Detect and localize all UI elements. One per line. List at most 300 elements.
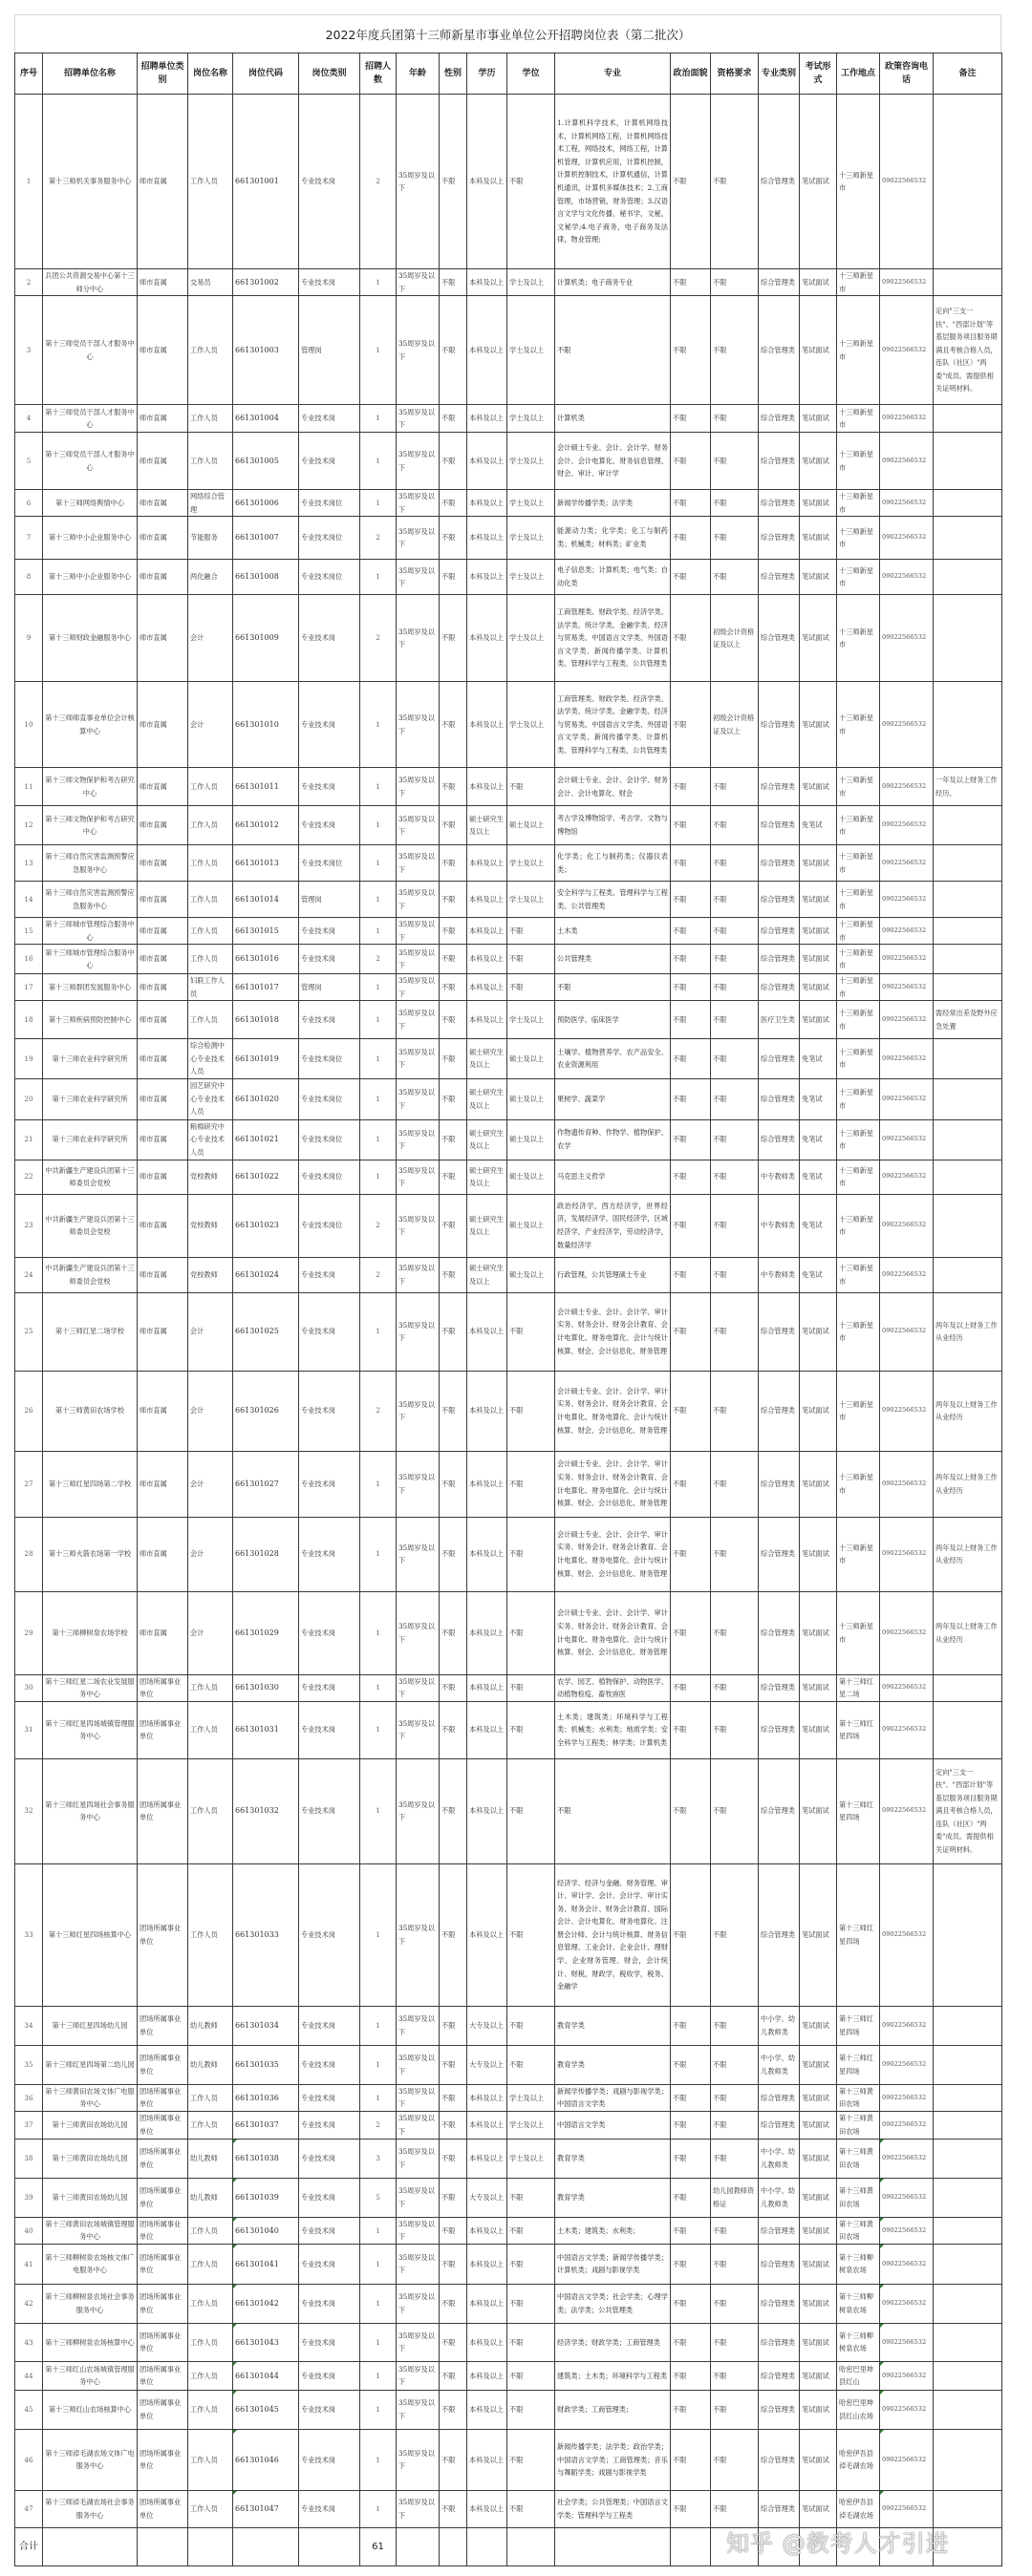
cell-unit-type: 师市直属 [138, 945, 188, 974]
cell-unit-name: 第十三师柳树泉农场核算中心 [43, 2323, 138, 2361]
cell-education: 硕士研究生及以上 [467, 1039, 507, 1079]
cell-major-category: 综合管理类 [759, 433, 800, 490]
table-row [15, 1160, 1002, 1194]
cell-gender: 不限 [440, 1674, 467, 1701]
cell-position-name: 工作人员 [188, 768, 233, 806]
cell-work-location: 十三师新星市 [837, 974, 880, 1001]
cell-gender: 不限 [440, 2244, 467, 2284]
cell-headcount: 1 [360, 2084, 397, 2111]
cell-position-code: 661301034 [233, 2006, 299, 2045]
cell-gender: 不限 [440, 405, 467, 433]
cell-age: 35周岁及以下 [397, 1078, 440, 1119]
cell-major-category: 综合管理类 [759, 2084, 800, 2111]
cell-gender: 不限 [440, 2429, 467, 2490]
cell-exam-format: 免笔试 [800, 1194, 837, 1257]
cell-exam-format: 免笔试 [800, 1119, 837, 1160]
cell-major: 教育学类 [555, 2045, 671, 2084]
cell-major: 作物遗传育种、作物学、植物保护、农学 [555, 1119, 671, 1160]
cell-major-category: 中小学、幼儿教师类 [759, 2139, 800, 2178]
recruitment-sheet [14, 14, 1001, 2566]
cell-unit-name: 第十三师黄田农场学校 [43, 1371, 138, 1451]
cell-work-location: 十三师新星市 [837, 1119, 880, 1160]
cell-unit-name: 第十三师自然灾害监测预警应急服务中心 [43, 845, 138, 882]
cell-position-code: 661301019 [233, 1039, 299, 1079]
cell-education: 硕士研究生及以上 [467, 1194, 507, 1257]
cell-political-status: 不限 [671, 1863, 711, 2006]
cell-degree: 不限 [507, 945, 555, 974]
cell-work-location: 第十三师黄田农场 [837, 2139, 880, 2178]
cell-political-status: 不限 [671, 1194, 711, 1257]
cell-major-category: 综合管理类 [759, 882, 800, 918]
cell-work-location: 十三师新星市 [837, 1160, 880, 1194]
header-unit-type: 招聘单位类别 [138, 53, 188, 95]
cell-gender: 不限 [440, 2045, 467, 2084]
cell-qualification: 不限 [711, 1701, 759, 1758]
table-row [15, 95, 1002, 269]
cell-unit-type: 师市直属 [138, 1160, 188, 1194]
cell-position-type: 管理岗 [299, 296, 360, 405]
cell-qualification: 不限 [711, 1001, 759, 1039]
cell-phone: 09022566532 [880, 517, 934, 560]
cell-gender: 不限 [440, 95, 467, 269]
cell-age: 35周岁及以下 [397, 1001, 440, 1039]
cell-exam-format: 笔试面试 [800, 918, 837, 945]
cell-unit-name: 第十三师柳树泉农场核文体广电服务中心 [43, 2244, 138, 2284]
cell-headcount: 3 [360, 2139, 397, 2178]
cell-unit-type: 师市直属 [138, 918, 188, 945]
cell-qualification: 不限 [711, 2490, 759, 2527]
cell-education: 本科及以上 [467, 1292, 507, 1371]
cell-seq: 14 [15, 882, 43, 918]
cell-exam-format: 免笔试 [800, 1160, 837, 1194]
cell-phone: 09022566532 [880, 2429, 934, 2490]
cell-position-type: 专业技术岗 [299, 405, 360, 433]
table-row [15, 269, 1002, 296]
cell-phone: 09022566532 [880, 1371, 934, 1451]
cell-position-type: 专业技术岗 [299, 1001, 360, 1039]
cell-position-code: 661301039 [233, 2178, 299, 2217]
cell-position-name: 网络综合管理 [188, 490, 233, 517]
cell-headcount: 1 [360, 2217, 397, 2244]
cell-education: 本科及以上 [467, 2323, 507, 2361]
empty-cell [711, 2527, 759, 2565]
table-row [15, 2429, 1002, 2490]
cell-degree: 学士及以上 [507, 595, 555, 682]
cell-remarks [934, 405, 1002, 433]
cell-exam-format: 免笔试 [800, 1078, 837, 1119]
cell-seq: 27 [15, 1451, 43, 1517]
cell-qualification: 不限 [711, 2244, 759, 2284]
cell-remarks [934, 560, 1002, 595]
cell-qualification: 不限 [711, 2323, 759, 2361]
cell-degree: 不限 [507, 2244, 555, 2284]
cell-phone: 09022566532 [880, 2084, 934, 2111]
cell-remarks: 两年及以上财务工作从业经历 [934, 1451, 1002, 1517]
cell-work-location: 第十三师黄田农场 [837, 2178, 880, 2217]
cell-work-location: 哈密伊吾县淖毛湖农场 [837, 2490, 880, 2527]
cell-unit-name: 第十三师红星四场第二幼儿园 [43, 2045, 138, 2084]
cell-degree: 不限 [507, 1451, 555, 1517]
cell-position-code: 661301017 [233, 974, 299, 1001]
cell-position-type: 专业技术岗 [299, 1863, 360, 2006]
cell-education: 硕士研究生及以上 [467, 1078, 507, 1119]
cell-position-name: 综合检测中心专业技术人员 [188, 1039, 233, 1079]
cell-position-name: 妇联工作人员 [188, 974, 233, 1001]
cell-position-type: 专业技术岗 [299, 2244, 360, 2284]
cell-political-status: 不限 [671, 1160, 711, 1194]
cell-headcount: 1 [360, 1674, 397, 1701]
cell-major: 不限 [555, 1758, 671, 1863]
cell-remarks [934, 2390, 1002, 2429]
empty-cell [188, 2527, 233, 2565]
cell-phone: 09022566532 [880, 882, 934, 918]
cell-position-type: 专业技术岗 [299, 2390, 360, 2429]
cell-position-name: 园艺研究中心专业技术人员 [188, 1078, 233, 1119]
cell-qualification: 不限 [711, 2390, 759, 2429]
empty-cell [507, 2527, 555, 2565]
cell-gender: 不限 [440, 2084, 467, 2111]
cell-education: 本科及以上 [467, 1451, 507, 1517]
cell-unit-type: 师市直属 [138, 95, 188, 269]
cell-phone: 09022566532 [880, 1758, 934, 1863]
cell-gender: 不限 [440, 1001, 467, 1039]
cell-seq: 7 [15, 517, 43, 560]
cell-degree: 硕士及以上 [507, 1257, 555, 1292]
cell-position-name: 工作人员 [188, 1758, 233, 1863]
table-row [15, 806, 1002, 845]
cell-degree: 不限 [507, 1517, 555, 1591]
cell-work-location: 十三师新星市 [837, 1371, 880, 1451]
cell-major-category: 综合管理类 [759, 768, 800, 806]
cell-position-code: 661301023 [233, 1194, 299, 1257]
cell-phone: 09022566532 [880, 2045, 934, 2084]
cell-age: 35周岁及以下 [397, 2006, 440, 2045]
cell-remarks: 两年及以上财务工作从业经历 [934, 1292, 1002, 1371]
cell-education: 硕士研究生及以上 [467, 806, 507, 845]
cell-unit-name: 第十三师自然灾害监测预警应急服务中心 [43, 882, 138, 918]
header-major-category: 专业类别 [759, 53, 800, 95]
cell-seq: 30 [15, 1674, 43, 1701]
cell-degree: 硕士及以上 [507, 1078, 555, 1119]
cell-major: 中国语言文学类 [555, 2111, 671, 2139]
header-unit-name: 招聘单位名称 [43, 53, 138, 95]
cell-gender: 不限 [440, 1758, 467, 1863]
cell-major-category: 综合管理类 [759, 682, 800, 768]
cell-position-name: 会计 [188, 1451, 233, 1517]
total-row [15, 2527, 1002, 2565]
cell-unit-name: 第十三师群团发展服务中心 [43, 974, 138, 1001]
cell-gender: 不限 [440, 1591, 467, 1674]
cell-exam-format: 笔试面试 [800, 2111, 837, 2139]
cell-position-name: 会计 [188, 1292, 233, 1371]
cell-exam-format: 笔试面试 [800, 1591, 837, 1674]
cell-degree: 硕士及以上 [507, 1039, 555, 1079]
watermark: 知乎 @教考人才引进 [726, 2530, 950, 2557]
cell-major-category: 中专教师类 [759, 1194, 800, 1257]
cell-headcount: 1 [360, 1517, 397, 1591]
cell-headcount: 1 [360, 2361, 397, 2390]
cell-unit-type: 团场所属事业单位 [138, 1674, 188, 1701]
cell-major-category: 综合管理类 [759, 1371, 800, 1451]
cell-position-code: 661301038 [233, 2139, 299, 2178]
cell-remarks: 需经常出差及野外应急处置 [934, 1001, 1002, 1039]
table-row [15, 2244, 1002, 2284]
cell-major: 不限 [555, 296, 671, 405]
cell-position-name: 工作人员 [188, 945, 233, 974]
cell-work-location: 十三师新星市 [837, 1039, 880, 1079]
cell-political-status: 不限 [671, 1758, 711, 1863]
cell-exam-format: 笔试面试 [800, 2429, 837, 2490]
cell-exam-format: 笔试面试 [800, 974, 837, 1001]
cell-unit-name: 第十三师党员干部人才服务中心 [43, 433, 138, 490]
cell-unit-type: 团场所属事业单位 [138, 2323, 188, 2361]
cell-age: 35周岁及以下 [397, 2361, 440, 2390]
cell-major-category: 综合管理类 [759, 945, 800, 974]
cell-position-type: 管理岗 [299, 974, 360, 1001]
cell-exam-format: 笔试面试 [800, 269, 837, 296]
cell-major-category: 中专教师类 [759, 1257, 800, 1292]
table-row [15, 490, 1002, 517]
cell-work-location: 第十三师黄田农场 [837, 2084, 880, 2111]
cell-major: 考古学及博物馆学、考古学、文物与博物馆 [555, 806, 671, 845]
cell-unit-type: 团场所属事业单位 [138, 2217, 188, 2244]
cell-age: 35周岁及以下 [397, 1257, 440, 1292]
header-remarks: 备注 [934, 53, 1002, 95]
empty-cell [397, 2527, 440, 2565]
cell-degree: 不限 [507, 1758, 555, 1863]
cell-exam-format: 笔试面试 [800, 1451, 837, 1517]
cell-position-code: 661301021 [233, 1119, 299, 1160]
cell-position-type: 专业技术岗 [299, 2284, 360, 2323]
cell-seq: 39 [15, 2178, 43, 2217]
cell-major: 教育学类 [555, 2006, 671, 2045]
empty-cell [759, 2527, 800, 2565]
cell-major: 经济学、经济与金融、财务管理、审计、审计学、会计、会计学、审计实务、财务会计、财务会计教育、国际会计、会计电算化、财务电算化、注册会计师、会计与统计核算、财务信息管理、工业会计、企业会计、理财学、企业财务管理、财会，会计统计、财税，财政学，税收学，税务、金融学 [555, 1863, 671, 2006]
cell-age: 35周岁及以下 [397, 1674, 440, 1701]
cell-exam-format: 笔试面试 [800, 517, 837, 560]
cell-headcount: 1 [360, 2244, 397, 2284]
cell-phone: 09022566532 [880, 2490, 934, 2527]
cell-major: 电子信息类；计算机类；电气类；自动化类 [555, 560, 671, 595]
cell-position-name: 工作人员 [188, 882, 233, 918]
cell-exam-format: 笔试面试 [800, 95, 837, 269]
positions-table [14, 53, 1002, 2566]
cell-headcount: 1 [360, 1451, 397, 1517]
cell-unit-name: 第十三师党员干部人才服务中心 [43, 296, 138, 405]
cell-major: 马克思主义哲学 [555, 1160, 671, 1194]
cell-position-code: 661301015 [233, 918, 299, 945]
cell-headcount: 1 [360, 2390, 397, 2429]
cell-education: 本科及以上 [467, 918, 507, 945]
cell-age: 35周岁及以下 [397, 974, 440, 1001]
cell-unit-name: 第十三师红星二场农业发展服务中心 [43, 1674, 138, 1701]
cell-gender: 不限 [440, 1292, 467, 1371]
cell-unit-name: 第十三师城市管理综合服务中心 [43, 945, 138, 974]
cell-position-type: 专业技术岗 [299, 1371, 360, 1451]
cell-phone: 09022566532 [880, 1701, 934, 1758]
cell-political-status: 不限 [671, 2111, 711, 2139]
cell-position-code: 661301030 [233, 1674, 299, 1701]
cell-seq: 38 [15, 2139, 43, 2178]
cell-remarks: 两年及以上财务工作从业经历 [934, 1371, 1002, 1451]
cell-political-status: 不限 [671, 1292, 711, 1371]
cell-remarks [934, 1257, 1002, 1292]
cell-age: 35周岁及以下 [397, 2111, 440, 2139]
cell-major-category: 中小学、幼儿教师类 [759, 2178, 800, 2217]
cell-major-category: 综合管理类 [759, 517, 800, 560]
cell-position-code: 661301037 [233, 2111, 299, 2139]
cell-headcount: 1 [360, 1160, 397, 1194]
cell-unit-type: 团场所属事业单位 [138, 2429, 188, 2490]
cell-headcount: 2 [360, 1194, 397, 1257]
cell-age: 35周岁及以下 [397, 2284, 440, 2323]
cell-position-type: 专业技术岗 [299, 2006, 360, 2045]
cell-work-location: 十三师新星市 [837, 768, 880, 806]
cell-work-location: 十三师新星市 [837, 433, 880, 490]
cell-gender: 不限 [440, 845, 467, 882]
cell-position-type: 专业技术岗 [299, 806, 360, 845]
cell-exam-format: 笔试面试 [800, 2490, 837, 2527]
cell-degree: 硕士及以上 [507, 1119, 555, 1160]
cell-gender: 不限 [440, 269, 467, 296]
table-row [15, 1863, 1002, 2006]
cell-seq: 5 [15, 433, 43, 490]
cell-position-name: 会计 [188, 595, 233, 682]
cell-qualification: 不限 [711, 560, 759, 595]
cell-position-type: 专业技术岗 [299, 768, 360, 806]
cell-gender: 不限 [440, 2323, 467, 2361]
cell-position-name: 幼儿教师 [188, 2006, 233, 2045]
cell-degree: 学士及以上 [507, 882, 555, 918]
cell-position-type: 专业技术岗 [299, 2490, 360, 2527]
cell-position-name: 会计 [188, 682, 233, 768]
cell-gender: 不限 [440, 1371, 467, 1451]
cell-education: 本科及以上 [467, 2244, 507, 2284]
cell-seq: 12 [15, 806, 43, 845]
cell-political-status: 不限 [671, 845, 711, 882]
cell-unit-type: 团场所属事业单位 [138, 2111, 188, 2139]
cell-age: 35周岁及以下 [397, 296, 440, 405]
cell-headcount: 1 [360, 1039, 397, 1079]
cell-political-status: 不限 [671, 2361, 711, 2390]
cell-major: 建筑类；土木类；环境科学与工程类 [555, 2361, 671, 2390]
table-row [15, 1758, 1002, 1863]
cell-major-category: 综合管理类 [759, 2323, 800, 2361]
cell-unit-name: 第十三师农业科学研究所 [43, 1119, 138, 1160]
cell-major: 能源动力类；化学类；化工与制药类；机械类；材料类；矿业类 [555, 517, 671, 560]
cell-education: 本科及以上 [467, 2361, 507, 2390]
cell-political-status: 不限 [671, 974, 711, 1001]
cell-major-category: 中小学、幼儿教师类 [759, 2006, 800, 2045]
cell-degree: 不限 [507, 1674, 555, 1701]
cell-position-code: 661301028 [233, 1517, 299, 1591]
cell-age: 35周岁及以下 [397, 595, 440, 682]
cell-major-category: 综合管理类 [759, 1517, 800, 1591]
cell-degree: 不限 [507, 2390, 555, 2429]
cell-qualification: 不限 [711, 1292, 759, 1371]
cell-age: 35周岁及以下 [397, 2139, 440, 2178]
cell-political-status: 不限 [671, 2045, 711, 2084]
cell-age: 35周岁及以下 [397, 2429, 440, 2490]
cell-unit-name: 第十三师火箭农场第一学校 [43, 1517, 138, 1591]
cell-gender: 不限 [440, 2006, 467, 2045]
cell-phone: 09022566532 [880, 560, 934, 595]
cell-qualification: 不限 [711, 2361, 759, 2390]
empty-cell [467, 2527, 507, 2565]
cell-unit-type: 团场所属事业单位 [138, 2178, 188, 2217]
cell-major: 土木类 [555, 918, 671, 945]
cell-unit-name: 中共新疆生产建设兵团第十三师委员会党校 [43, 1160, 138, 1194]
cell-degree: 不限 [507, 1701, 555, 1758]
cell-degree: 不限 [507, 1371, 555, 1451]
cell-age: 35周岁及以下 [397, 490, 440, 517]
cell-work-location: 十三师新星市 [837, 405, 880, 433]
cell-position-type: 专业技术岗 [299, 2084, 360, 2111]
cell-exam-format: 笔试面试 [800, 1863, 837, 2006]
cell-position-name: 工作人员 [188, 1674, 233, 1701]
cell-phone: 09022566532 [880, 2111, 934, 2139]
cell-position-code: 661301013 [233, 845, 299, 882]
cell-unit-type: 师市直属 [138, 1451, 188, 1517]
cell-qualification: 不限 [711, 95, 759, 269]
cell-qualification: 不限 [711, 2045, 759, 2084]
cell-position-name: 幼儿教师 [188, 2178, 233, 2217]
cell-political-status: 不限 [671, 296, 711, 405]
cell-unit-type: 师市直属 [138, 560, 188, 595]
cell-position-code: 661301011 [233, 768, 299, 806]
table-row [15, 882, 1002, 918]
cell-political-status: 不限 [671, 1001, 711, 1039]
table-row [15, 2006, 1002, 2045]
cell-age: 35周岁及以下 [397, 405, 440, 433]
cell-position-name: 工作人员 [188, 1701, 233, 1758]
cell-position-type: 专业技术岗 [299, 1257, 360, 1292]
cell-gender: 不限 [440, 2490, 467, 2527]
cell-qualification: 不限 [711, 1451, 759, 1517]
cell-position-type: 专业技术岗位 [299, 560, 360, 595]
cell-phone: 09022566532 [880, 1001, 934, 1039]
cell-qualification: 不限 [711, 1758, 759, 1863]
cell-age: 35周岁及以下 [397, 2390, 440, 2429]
cell-position-name: 工作人员 [188, 2284, 233, 2323]
cell-age: 35周岁及以下 [397, 2323, 440, 2361]
cell-position-type: 专业技术岗 [299, 945, 360, 974]
cell-political-status: 不限 [671, 1257, 711, 1292]
cell-gender: 不限 [440, 433, 467, 490]
cell-remarks: 一年及以上财务工作经历。 [934, 768, 1002, 806]
cell-seq: 24 [15, 1257, 43, 1292]
header-headcount: 招聘人数 [360, 53, 397, 95]
cell-phone: 09022566532 [880, 1160, 934, 1194]
cell-major-category: 中专教师类 [759, 1160, 800, 1194]
cell-degree: 学士及以上 [507, 433, 555, 490]
cell-position-type: 专业技术岗 [299, 95, 360, 269]
cell-exam-format: 笔试面试 [800, 560, 837, 595]
cell-major: 不限 [555, 974, 671, 1001]
table-row [15, 2111, 1002, 2139]
table-row [15, 2045, 1002, 2084]
cell-position-name: 工作人员 [188, 845, 233, 882]
cell-seq: 2 [15, 269, 43, 296]
cell-education: 硕士研究生及以上 [467, 1257, 507, 1292]
cell-unit-name: 第十三师中小企业服务中心 [43, 517, 138, 560]
cell-gender: 不限 [440, 1119, 467, 1160]
header-qualification: 资格要求 [711, 53, 759, 95]
cell-age: 35周岁及以下 [397, 882, 440, 918]
cell-remarks: 两年及以上财务工作从业经历 [934, 1591, 1002, 1674]
cell-political-status: 不限 [671, 682, 711, 768]
cell-major-category: 综合管理类 [759, 1292, 800, 1371]
